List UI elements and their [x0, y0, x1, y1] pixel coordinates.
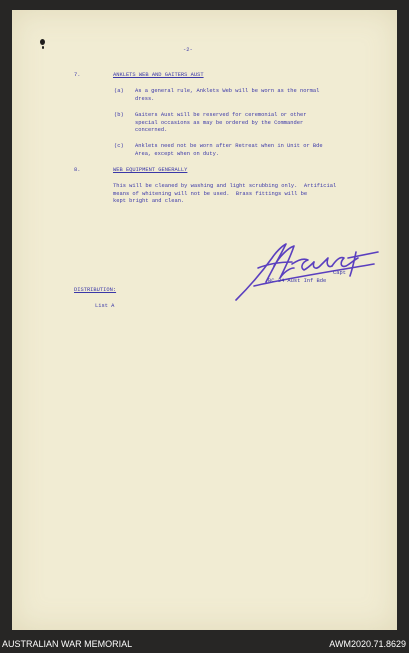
section-7-item-c-marker: (c) [114, 143, 124, 149]
signature-unit: BC 34 Aust Inf Bde [268, 277, 327, 284]
page-number: -2- [183, 47, 193, 53]
section-7-item-b-line-2: special occasions as may be ordered by the Commander [135, 119, 304, 126]
signature-rank: Capt [333, 270, 346, 276]
section-8-paragraph-line-1: This will be cleaned by washing and light scrubbing only. Artificial [113, 183, 337, 189]
handwritten-signature [228, 238, 388, 308]
section-7-item-b-line-3: concerned. [135, 127, 168, 134]
section-8-paragraph-line-3: kept bright and clean. [113, 198, 185, 205]
section-7-item-c-line-1: Anklets need not be worn after Retreat when in Unit or Bde [135, 143, 323, 149]
section-8-heading: WEB EQUIPMENT GENERALLY [113, 167, 188, 173]
document-page [12, 10, 397, 630]
punch-hole [40, 39, 45, 45]
footer-record-id: AWM2020.71.8629 [329, 639, 406, 649]
section-7-item-a-line-1: As a general rule, Anklets Web will be worn as the normal [135, 88, 320, 94]
section-7-heading: ANKLETS WEB AND GAITERS AUST [113, 72, 204, 78]
distribution-heading: DISTRIBUTION: [74, 287, 117, 293]
section-8-paragraph-line-2: means of whitening will not be used. Brass fittings will be [113, 190, 308, 197]
section-7-item-a-marker: (a) [114, 88, 124, 94]
punch-hole-mark [42, 46, 44, 49]
section-7-number: 7. [74, 72, 81, 78]
section-7-item-b-line-1: Gaiters Aust will be reserved for ceremonial or other [135, 112, 307, 118]
section-7-item-c-line-2: Area, except when on duty. [135, 150, 220, 157]
section-8-number: 8. [74, 167, 81, 173]
section-7-item-a-line-2: dress. [135, 95, 155, 102]
distribution-value: List A [95, 303, 115, 309]
section-7-item-b-marker: (b) [114, 112, 124, 118]
footer-archive-name: AUSTRALIAN WAR MEMORIAL [2, 639, 133, 649]
